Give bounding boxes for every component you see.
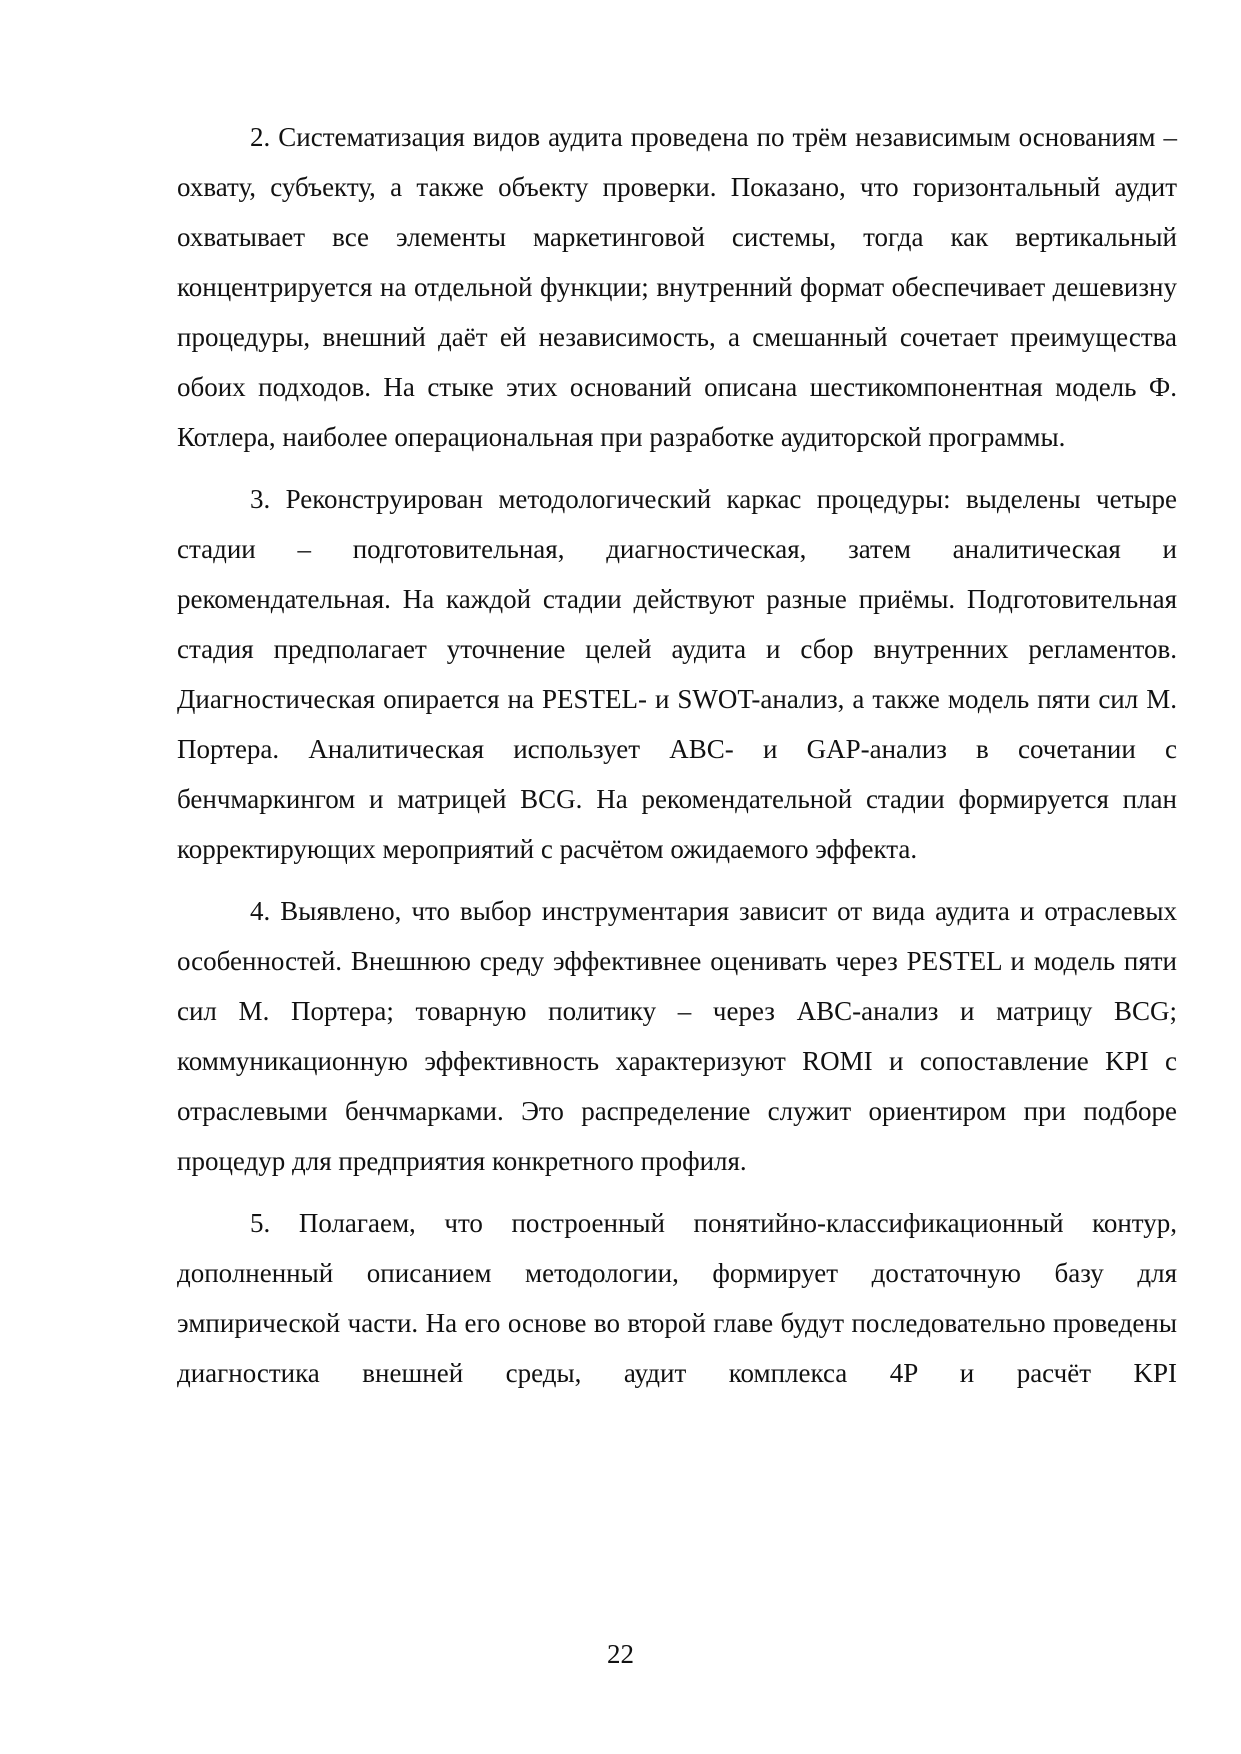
paragraph-4: 4. Выявлено, что выбор инструментария зависит от вида аудита и отраслевых особенностей. Внешнюю среду эффективнее оценивать через PESTEL и модель пяти сил М. Портера; товарную политику – через ABC-анализ и матрицу BCG; коммуникационную эффективность характеризуют ROMI и сопоставление KPI с отраслевыми бенчмарками. Это распределение служит ориентиром при подборе процедур для предприятия конкретного профиля. (177, 896, 1177, 1176)
paragraph-2: 2. Систематизация видов аудита проведена по трём независимым основаниям – охвату, субъекту, а также объекту проверки. Показано, что горизонтальный аудит охватывает все элементы маркетинговой системы, тогда как вертикальный концентрируется на отдельной функции; внутренний формат обеспечивает дешевизну процедуры, внешний даёт ей независимость, а смешанный сочетает преимущества обоих подходов. На стыке этих оснований описана шестикомпонентная модель Ф. Котлера, наиболее операциональная при разработке аудиторской программы. (177, 122, 1177, 452)
paragraph-3: 3. Реконструирован методологический каркас процедуры: выделены четыре стадии – подготовительная, диагностическая, затем аналитическая и рекомендательная. На каждой стадии действуют разные приёмы. Подготовительная стадия предполагает уточнение целей аудита и сбор внутренних регламентов. Диагностическая опирается на PESTEL- и SWOT-анализ, а также модель пяти сил М. Портера. Аналитическая использует ABC- и GAP-анализ в сочетании с бенчмаркингом и матрицей BCG. На рекомендательной стадии формируется план корректирующих мероприятий с расчётом ожидаемого эффекта. (177, 484, 1177, 864)
page-number: 22 (607, 1639, 634, 1669)
paragraph-5: 5. Полагаем, что построенный понятийно-классификационный контур, дополненный описанием методологии, формирует достаточную базу для эмпирической части. На его основе во второй главе будут последовательно проведены диагностика внешней среды, аудит комплекса 4P и расчёт KPI (177, 1208, 1177, 1388)
body-text (177, 112, 1177, 1410)
